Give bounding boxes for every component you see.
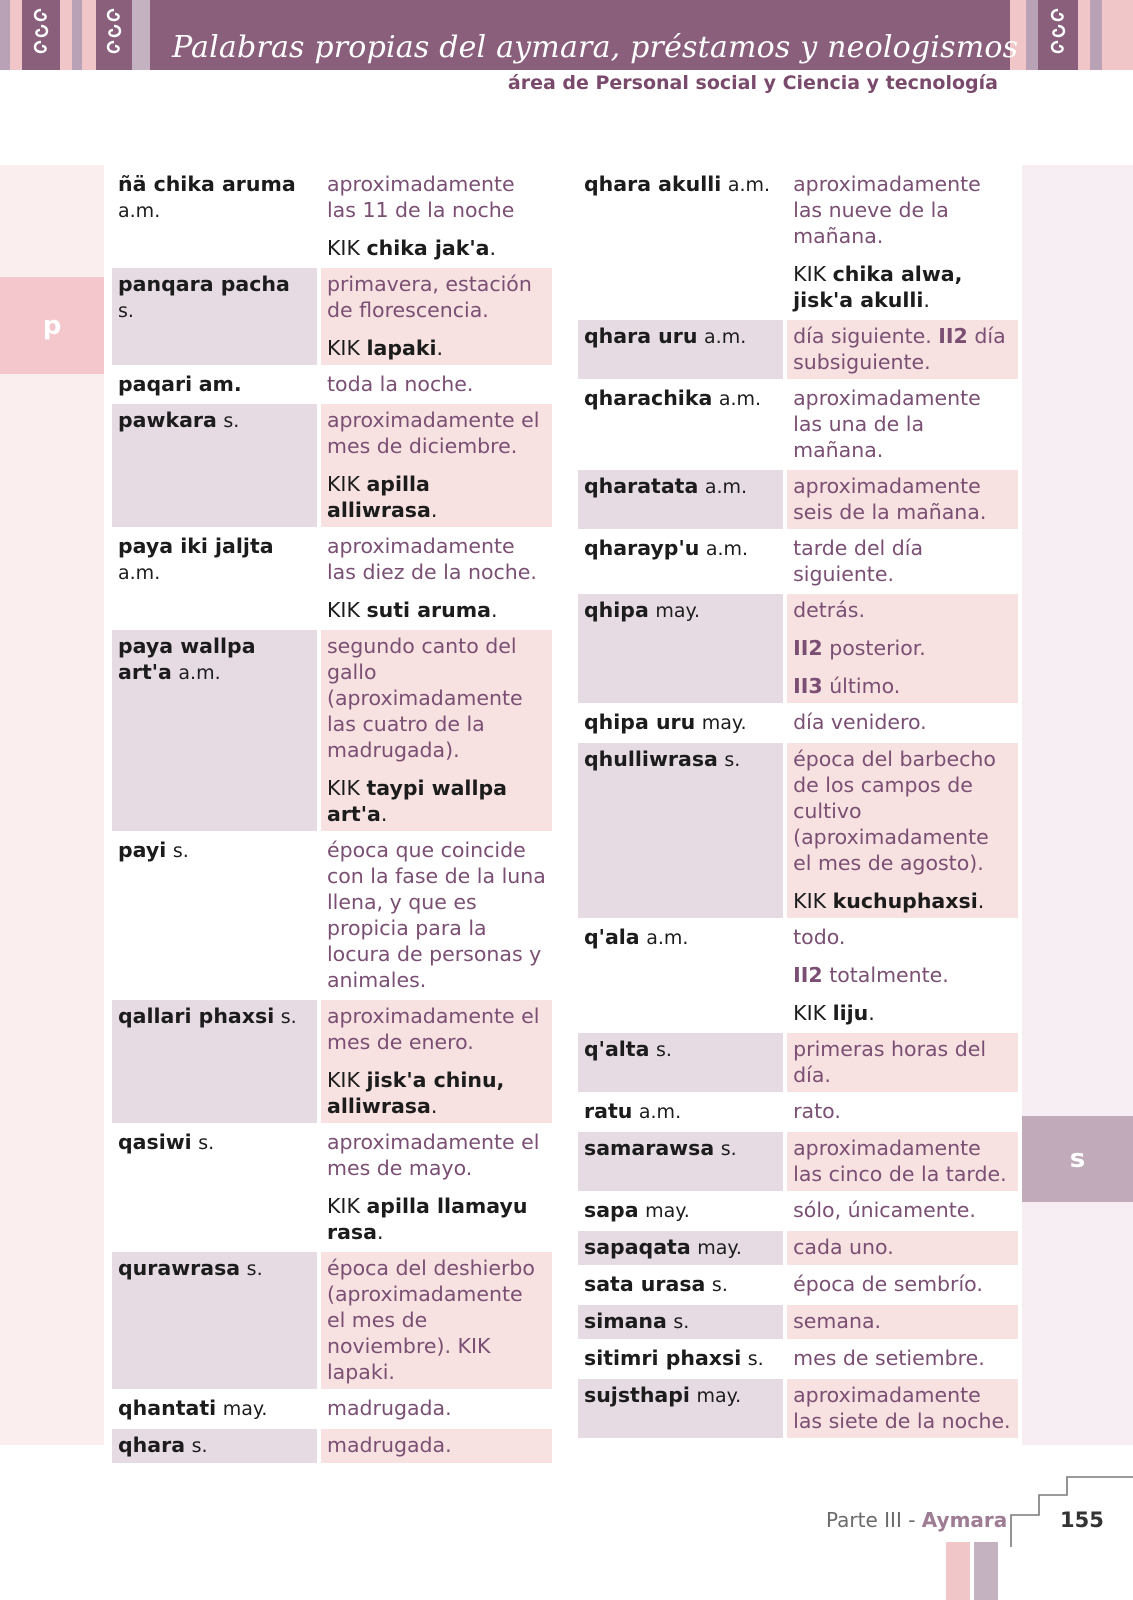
stripe-decoration [1078, 0, 1090, 70]
dictionary-entry [578, 594, 1018, 703]
entry-term: sitimri phaxsi s. [584, 1346, 764, 1370]
dictionary-entry [578, 1194, 1018, 1228]
dictionary-entry [578, 1033, 1018, 1092]
entry-term: q'alta s. [578, 1033, 783, 1092]
spiral-icon [1038, 0, 1078, 70]
entry-definition: aproximadamente las 11 de la noche KIK chika jak'a. [326, 172, 515, 260]
dictionary-entry [112, 268, 552, 365]
entry-definition: detrás. II2 posterior. II3 último. [787, 594, 1018, 703]
dictionary-entry [578, 1132, 1018, 1191]
entry-definition: aproximadamente las nueve de la mañana. KIK chika alwa, jisk'a akulli. [793, 172, 981, 312]
dictionary-entry [578, 470, 1018, 529]
entry-definition: primeras horas del día. [787, 1033, 1018, 1092]
stripe-decoration [1102, 0, 1133, 70]
entry-definition: aproximadamente el mes de enero. KIK jisk'a chinu, alliwrasa. [321, 1000, 552, 1123]
page-title: Palabras propias del aymara, préstamos y neologismos [172, 30, 1019, 65]
dictionary-entry [112, 630, 552, 831]
stripe-decoration [72, 0, 82, 70]
entry-definition: cada uno. [787, 1231, 1018, 1265]
entry-term: pawkara s. [112, 404, 317, 527]
page-header [0, 0, 1133, 70]
dictionary-entry [578, 1268, 1018, 1302]
entry-definition: mes de setiembre. [793, 1346, 985, 1370]
entry-term: samarawsa s. [578, 1132, 783, 1191]
entry-term: qasiwi s. [118, 1130, 215, 1154]
entry-term: simana s. [578, 1305, 783, 1339]
dictionary-entry [112, 168, 552, 265]
entry-term: paya iki jaljta a.m. [118, 534, 274, 584]
letter-tab-p: p [0, 277, 104, 374]
entry-term: sapa may. [584, 1198, 690, 1222]
entry-term: qhipa may. [578, 594, 783, 703]
dictionary-entry [112, 530, 552, 627]
stripe-decoration [132, 0, 150, 70]
entry-definition: día venidero. [793, 710, 927, 734]
dictionary-entry [578, 1231, 1018, 1265]
footer-bar-decoration [946, 1542, 970, 1600]
entry-term: qhantati may. [118, 1396, 268, 1420]
entry-term: qharatata a.m. [578, 470, 783, 529]
entry-definition: madrugada. [326, 1396, 452, 1420]
dictionary-entry [112, 834, 552, 997]
dictionary-entry [112, 1000, 552, 1123]
stripe-decoration [60, 0, 72, 70]
entry-definition: semana. [787, 1305, 1018, 1339]
entry-definition: día siguiente. II2 día subsiguiente. [787, 320, 1018, 379]
stripe-decoration [1090, 0, 1102, 70]
entry-definition: aproximadamente las diez de la noche. KIK suti aruma. [326, 534, 537, 622]
entry-definition: segundo canto del gallo (aproximadamente las cuatro de la madrugada). KIK taypi wallpa art'a. [321, 630, 552, 831]
entry-term: ratu a.m. [584, 1099, 682, 1123]
entry-definition: aproximadamente el mes de diciembre. KIK apilla alliwrasa. [321, 404, 552, 527]
entry-term: qhipa uru may. [584, 710, 747, 734]
entry-term: paqari am. [118, 372, 242, 396]
entry-term: payi s. [118, 838, 189, 862]
spiral-icon [96, 0, 132, 70]
dictionary-column-left [108, 165, 556, 1466]
dictionary-entry [578, 706, 1018, 740]
entry-term: paya wallpa art'a a.m. [112, 630, 317, 831]
dictionary-entry [112, 1429, 552, 1463]
footer-bar-decoration [974, 1542, 998, 1600]
entry-term: sata urasa s. [584, 1272, 728, 1296]
entry-definition: tarde del día siguiente. [793, 536, 924, 586]
entry-definition: aproximadamente las siete de la noche. [787, 1379, 1018, 1438]
dictionary-entry [578, 1305, 1018, 1339]
entry-term: qharayp'u a.m. [584, 536, 749, 560]
entry-term: panqara pacha s. [112, 268, 317, 365]
stripe-decoration [0, 0, 10, 70]
page-number: 155 [1060, 1508, 1104, 1532]
entry-definition: aproximadamente el mes de mayo. KIK apilla llamayu rasa. [326, 1130, 540, 1244]
dictionary-entry [578, 1342, 1018, 1376]
entry-definition: época que coincide con la fase de la luna llena, y que es propicia para la locura de personas y animales. [326, 838, 546, 992]
entry-term: qhara uru a.m. [578, 320, 783, 379]
dictionary-entry [578, 743, 1018, 918]
dictionary-entry [578, 1379, 1018, 1438]
entry-definition: aproximadamente las una de la mañana. [793, 386, 981, 462]
entry-definition: sólo, únicamente. [793, 1198, 976, 1222]
dictionary-entry [578, 382, 1018, 467]
entry-definition: madrugada. [321, 1429, 552, 1463]
entry-term: sapaqata may. [578, 1231, 783, 1265]
entry-definition: toda la noche. [326, 372, 474, 396]
entry-term: qurawrasa s. [112, 1252, 317, 1389]
entry-definition: aproximadamente las cinco de la tarde. [787, 1132, 1018, 1191]
footer-part-label: Parte III - Aymara [826, 1508, 1008, 1532]
entry-term: qhara s. [112, 1429, 317, 1463]
entry-term: ñä chika aruma a.m. [118, 172, 296, 222]
dictionary-entry [112, 1252, 552, 1389]
entry-term: qallari phaxsi s. [112, 1000, 317, 1123]
dictionary-entry [578, 320, 1018, 379]
entry-definition: rato. [793, 1099, 841, 1123]
dictionary-entry [112, 368, 552, 401]
dictionary-entry [112, 1126, 552, 1249]
dictionary-entry [578, 1095, 1018, 1129]
entry-definition: todo. II2 totalmente. KIK liju. [793, 925, 949, 1025]
entry-definition: época del barbecho de los campos de cultivo (aproximadamente el mes de agosto). KIK kuchuphaxsi. [787, 743, 1018, 918]
dictionary-column-right [574, 165, 1022, 1441]
entry-term: sujsthapi may. [578, 1379, 783, 1438]
entry-term: qharachika a.m. [584, 386, 762, 410]
right-margin-band [1022, 165, 1133, 1445]
entry-definition: época de sembrío. [793, 1272, 983, 1296]
letter-tab-s: s [1022, 1116, 1133, 1202]
dictionary-entry [112, 1392, 552, 1426]
stripe-decoration [1026, 0, 1038, 70]
entry-definition: época del deshierbo (aproximadamente el mes de noviembre). KIK lapaki. [321, 1252, 552, 1389]
entry-definition: primavera, estación de florescencia. KIK lapaki. [321, 268, 552, 365]
dictionary-entry [578, 921, 1018, 1030]
spiral-icon [22, 0, 60, 70]
entry-term: qhara akulli a.m. [584, 172, 771, 196]
page-subtitle: área de Personal social y Ciencia y tecnología [507, 72, 998, 94]
entry-definition: aproximadamente seis de la mañana. [787, 470, 1018, 529]
dictionary-entry [112, 404, 552, 527]
entry-term: q'ala a.m. [584, 925, 689, 949]
stripe-decoration [10, 0, 22, 70]
dictionary-entry [578, 168, 1018, 317]
stripe-decoration [82, 0, 96, 70]
dictionary-entry [578, 532, 1018, 591]
entry-term: qhulliwrasa s. [578, 743, 783, 918]
